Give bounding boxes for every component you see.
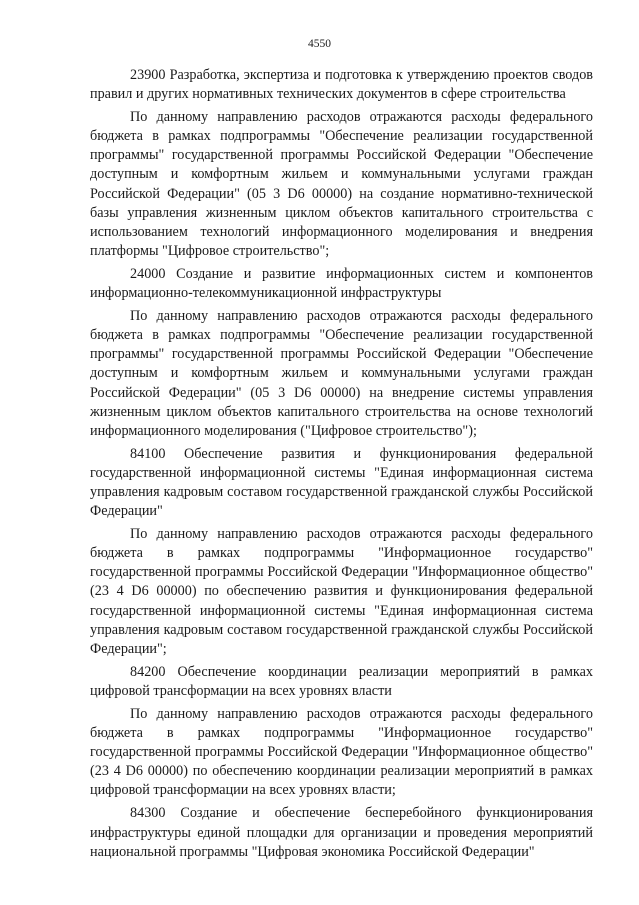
description-23900: По данному направлению расходов отражаются расходы федерального бюджета в рамках подпрограммы "Обеспечение реализации государственной программы" государственной программы Российской Федерации "Обеспечение доступным и комфортным жильем и коммунальными услугами граждан Российской Федерации" (05 3 D6 00000) на создание нормативно-технической базы управления жизненным циклом объектов капитального строительства с использованием технологий информационного моделирования и внедрения платформы "Цифровое строительство"; [90,109,593,259]
description-24000: По данному направлению расходов отражаются расходы федерального бюджета в рамках подпрограммы "Обеспечение реализации государственной программы" государственной программы Российской Федерации "Обеспечение доступным и комфортным жильем и коммунальными услугами граждан Российской Федерации" (05 3 D6 00000) на внедрение системы управления жизненным циклом объектов капитального строительства на основе технологий информационного моделирования ("Цифровое строительство"); [90,308,593,439]
code-heading-84300: 84300 Создание и обеспечение бесперебойного функционирования инфраструктуры единой площадки для организации и проведения мероприятий национальной программы "Цифровая экономика Российской Федерации" [90,805,593,860]
page-number: 4550 [308,38,331,50]
code-heading-84100: 84100 Обеспечение развития и функционирования федеральной государственной информационной системы "Единая информационная система управления кадровым составом государственной гражданской службы Российской Федерации" [90,445,593,520]
description-84100: По данному направлению расходов отражаются расходы федерального бюджета в рамках подпрограммы "Информационное государство" государственной программы Российской Федерации "Информационное общество" (23 4 D6 00000) по обеспечению развития и функционирования федеральной государственной информационной системы "Единая информационная система управления кадровым составом государственной гражданской службы Российской Федерации"; [90,526,593,657]
code-heading-84200: 84200 Обеспечение координации реализации мероприятий в рамках цифровой трансформации на всех уровнях власти [90,663,593,699]
document-body [90,66,593,866]
code-heading-23900: 23900 Разработка, экспертиза и подготовка к утверждению проектов сводов правил и других нормативных технических документов в сфере строительства [90,67,593,103]
code-heading-24000: 24000 Создание и развитие информационных систем и компонентов информационно-телекоммуникационной инфраструктуры [90,265,593,302]
description-84200: По данному направлению расходов отражаются расходы федерального бюджета в рамках подпрограммы "Информационное государство" государственной программы Российской Федерации "Информационное общество" (23 4 D6 00000) по обеспечению координации реализации мероприятий в рамках цифровой трансформации на всех уровнях власти; [90,706,593,799]
